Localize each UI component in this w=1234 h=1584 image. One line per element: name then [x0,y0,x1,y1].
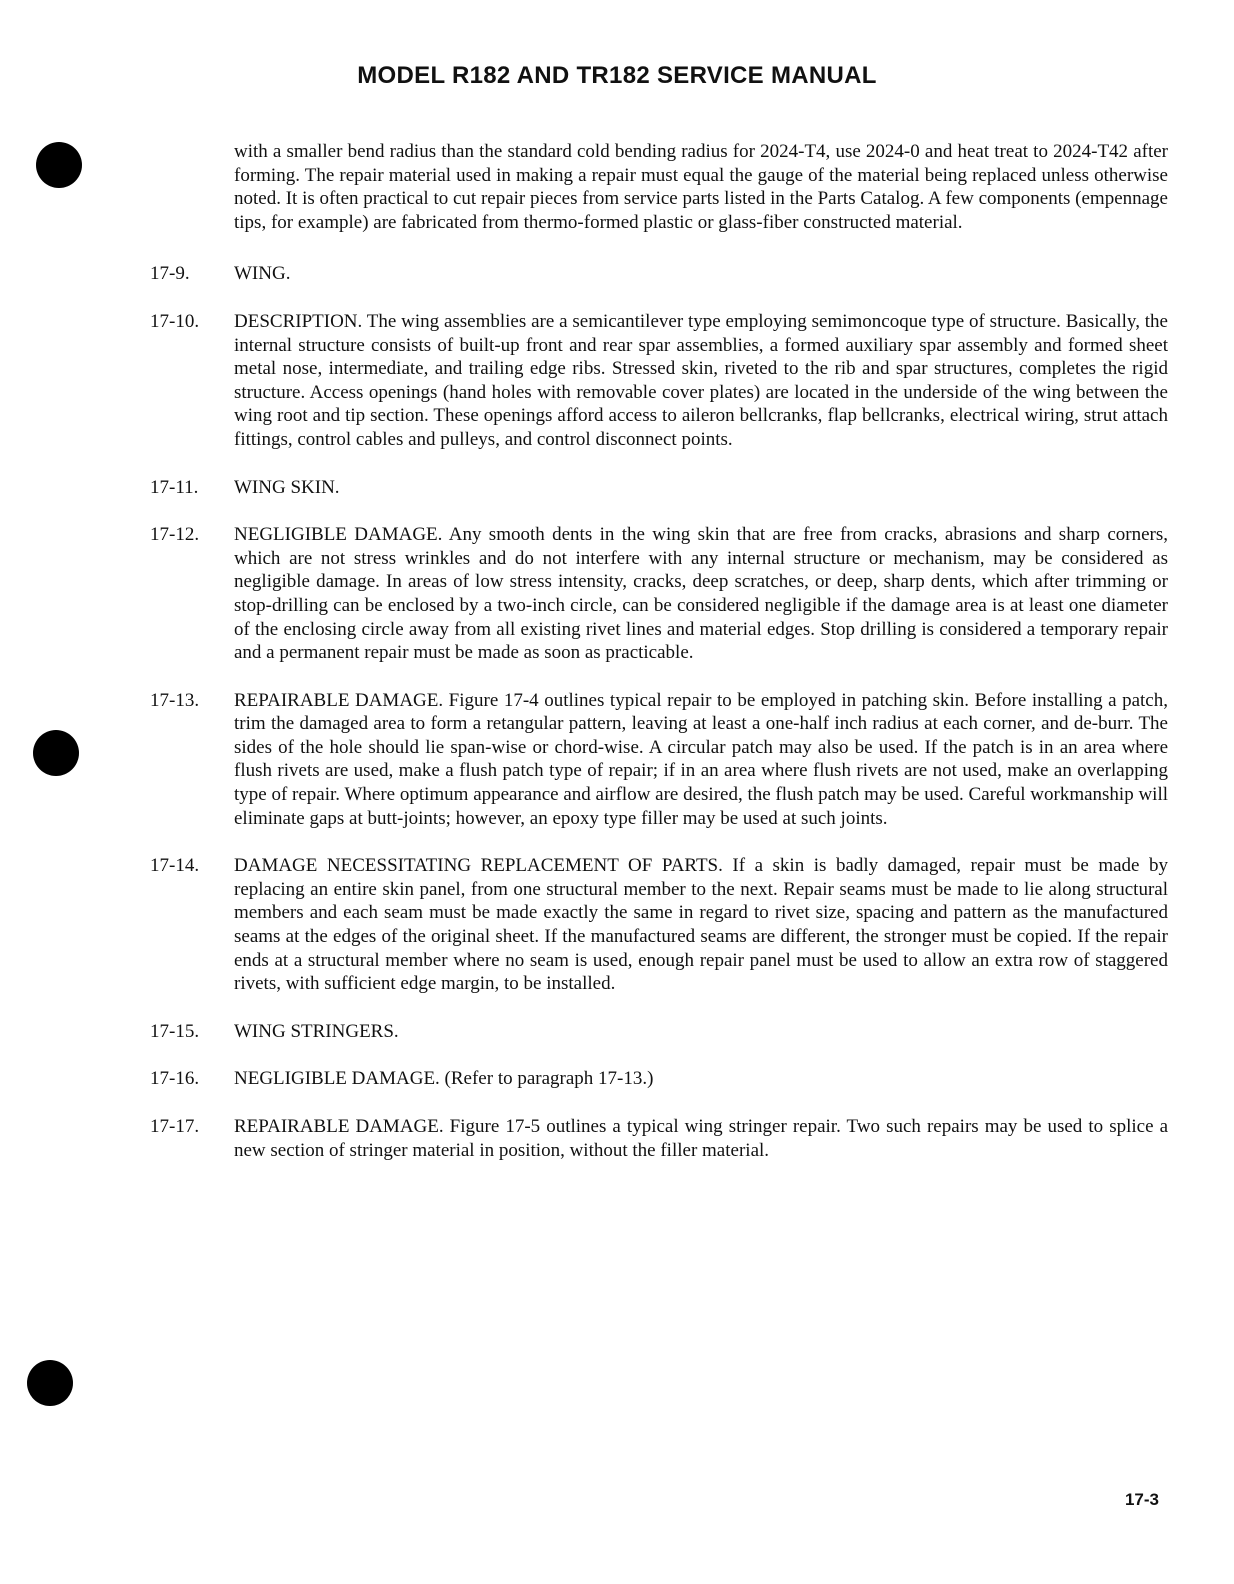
binder-hole [36,142,82,188]
binder-hole [33,730,79,776]
section-17-15 [150,1020,1168,1044]
page-title: MODEL R182 AND TR182 SERVICE MANUAL [357,62,877,89]
manual-body [150,140,1168,1186]
paragraph-number: 17-15. [150,1020,200,1042]
paragraph-number: 17-9. [150,263,190,285]
paragraph-number: 17-14. [150,855,200,877]
paragraph-number: 17-16. [150,1068,200,1090]
section-17-11 [150,476,1168,500]
section-17-9 [150,262,1168,286]
paragraph-text: DAMAGE NECESSITATING REPLACEMENT OF PARTS. If a skin is badly damaged, repair must be made by replacing an entire skin panel, from one structural member to the next. Repair seams must be made to lie along structural members and each seam must be made exactly the same in regard to rivet size, spacing and pattern as the manufactured seams at the edges of the original sheet. If the manufactured seams are different, the stronger must be copied. If the repair ends at a structural member where no seam is used, enough repair panel must be used to allow an extra row of staggered rivets, with sufficient edge margin, to be installed. [234,855,1168,995]
binder-hole [27,1360,73,1406]
section-17-14 [150,854,1168,996]
paragraph-text: WING STRINGERS. [234,1020,399,1042]
paragraph-text: WING. [234,263,291,285]
paragraph-text: NEGLIGIBLE DAMAGE. Any smooth dents in the wing skin that are free from cracks, abrasions and sharp corners, which are not stress wrinkles and do not interfere with any internal structure or mechanism, may be considered as negligible damage. In areas of low stress intensity, cracks, deep scratches, or deep, sharp dents, which after trimming or stop-drilling can be enclosed by a two-inch circle, can be considered negligible if the damage area is at least one diameter of the enclosing circle away from all existing rivet lines and material edges. Stop drilling is considered a temporary repair and a permanent repair must be made as soon as practicable. [234,524,1168,664]
page-number: 17-3 [1124,1490,1159,1509]
paragraph-text: NEGLIGIBLE DAMAGE. (Refer to paragraph 17-13.) [234,1068,654,1090]
paragraph-number: 17-17. [150,1116,200,1137]
paragraph-text: DESCRIPTION. The wing assemblies are a semicantilever type employing semimoncoque type of structure. Basically, the internal structure consists of built-up front and rear spar assemblies, a formed auxiliary spar assembly and formed sheet metal nose, intermediate, and trailing edge ribs. Stressed skin, riveted to the rib and spar structures, completes the rigid structure. Access openings (hand holes with removable cover plates) are located in the underside of the wing between the wing root and tip section. These openings afford access to aileron bellcranks, flap bellcranks, electrical wiring, strut attach fittings, control cables and pulleys, and control disconnect points. [234,310,1168,450]
section-17-13 [150,689,1168,831]
paragraph-text: WING SKIN. [234,476,340,498]
paragraph-text: REPAIRABLE DAMAGE. Figure 17-4 outlines typical repair to be employed in patching skin. Before installing a patch, trim the damaged area to form a retangular pattern, leaving at least a one-half inch radius at each corner, and de-burr. The sides of the hole should lie span-wise or chord-wise. A circular patch may also be used. If the patch is in an area where flush rivets are used, make a flush patch type of repair; if in an area where flush rivets are not used, make an overlapping type of repair. Where optimum appearance and airflow are desired, the flush patch may be used. Careful workmanship will eliminate gaps at butt-joints; however, an epoxy type filler may be used at such joints. [234,689,1169,829]
intro-paragraph: with a smaller bend radius than the standard cold bending radius for 2024-T4, use 2024-0 and heat treat to 2024-T42 after forming. The repair material used in making a repair must equal the gauge of the material being replaced unless otherwise noted. It is often practical to cut repair pieces from service parts listed in the Parts Catalog. A few components (empennage tips, for example) are fabricated from thermo-formed plastic or glass-fiber constructed material. [234,141,1168,233]
section-17-17 [150,1115,1168,1162]
section-17-10 [150,310,1168,452]
paragraph-number: 17-11. [150,476,199,498]
paragraph-number: 17-13. [150,689,200,711]
section-17-16 [150,1067,1168,1091]
paragraph-number: 17-10. [150,310,200,332]
paragraph-number: 17-12. [150,524,200,546]
section-17-12 [150,523,1168,665]
paragraph-text: REPAIRABLE DAMAGE. Figure 17-5 outlines a typical wing stringer repair. Two such repairs may be used to splice a new section of stringer material in position, without the filler material. [234,1116,1168,1161]
